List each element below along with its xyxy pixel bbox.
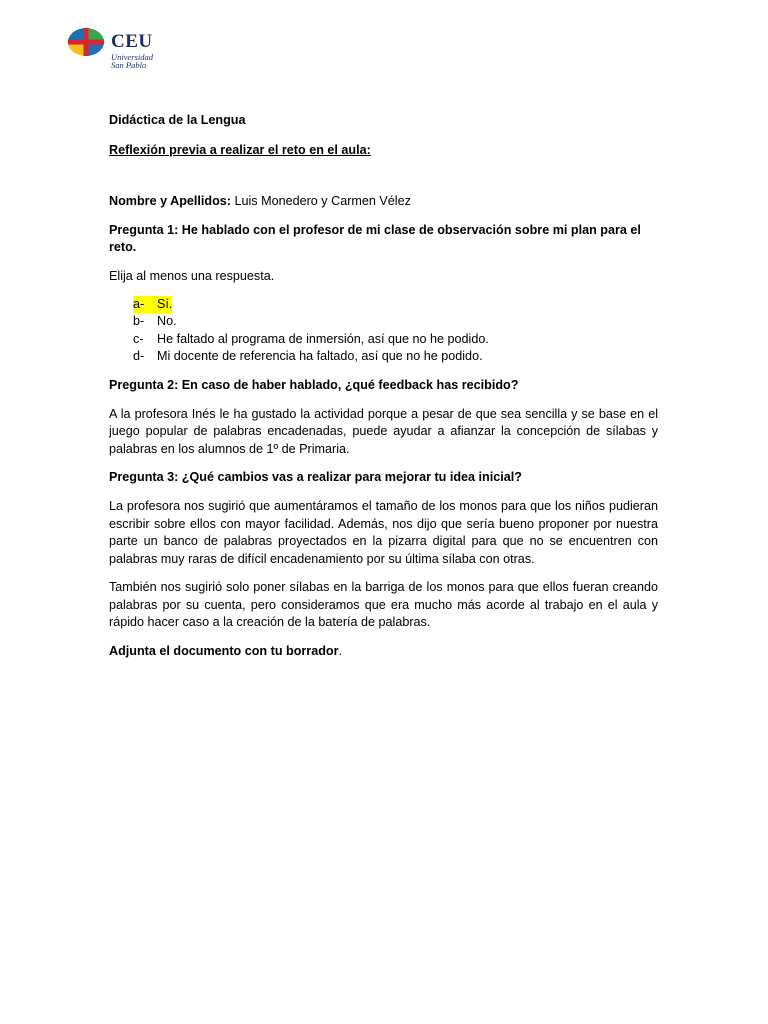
ceu-logo bbox=[67, 27, 187, 72]
list-item bbox=[133, 296, 658, 314]
list-item bbox=[133, 348, 658, 366]
closing-period: . bbox=[338, 644, 342, 659]
option-text: He faltado al programa de inmersión, así que no he podido. bbox=[157, 331, 489, 346]
logo-subtitle-2: San Pablo bbox=[111, 60, 147, 70]
option-marker: a- bbox=[133, 296, 145, 311]
ceu-emblem-icon bbox=[67, 27, 105, 57]
name-label: Nombre y Apellidos: bbox=[109, 194, 231, 209]
name-value: Luis Monedero y Carmen Vélez bbox=[231, 194, 411, 209]
question-2: Pregunta 2: En caso de haber hablado, ¿qué feedback has recibido? bbox=[109, 377, 519, 392]
question-1: Pregunta 1: He hablado con el profesor de mi clase de observación sobre mi plan para el reto. bbox=[109, 222, 641, 255]
question-3: Pregunta 3: ¿Qué cambios vas a realizar para mejorar tu idea inicial? bbox=[109, 470, 522, 485]
option-marker: b- bbox=[133, 314, 145, 329]
document-body bbox=[109, 112, 658, 661]
answer-3-paragraph-1: La profesora nos sugirió que aumentáramos el tamaño de los monos para que los niños pudieran escribir sobre ellos con mayor facilidad. Además, nos dijo que sería bueno proponer por nuestra parte un banco de palabras proyectados en la pizarra digital para que no se encuentren con palabras muy raras de difícil encadenamiento por su última sílaba con otras. bbox=[109, 498, 658, 566]
option-text: No. bbox=[157, 314, 177, 329]
answer-2: A la profesora Inés le ha gustado la actividad porque a pesar de que sea sencilla y se base en el juego popular de palabras encadenadas, puede ayudar a afianzar la concepción de sílabas y palabras en los alumnos de 1º de Primaria. bbox=[109, 406, 658, 456]
answer-options bbox=[133, 296, 658, 366]
option-marker: c- bbox=[133, 331, 144, 346]
answer-3-paragraph-2: También nos sugirió solo poner sílabas en la barriga de los monos para que ellos fueran creando palabras por su cuenta, pero consideramos que era mucho más acorde al trabajo en el aula y rápido hacer caso a la creación de la batería de palabras. bbox=[109, 580, 658, 630]
section-title: Reflexión previa a realizar el reto en el aula: bbox=[109, 142, 371, 157]
list-item bbox=[133, 313, 658, 331]
closing-text: Adjunta el documento con tu borrador bbox=[109, 644, 339, 659]
logo-subtitle-1: Universidad bbox=[111, 52, 154, 62]
instruction-text: Elija al menos una respuesta. bbox=[109, 268, 275, 283]
list-item bbox=[133, 331, 658, 349]
course-title: Didáctica de la Lengua bbox=[109, 113, 246, 127]
logo-wordmark: CEU bbox=[111, 31, 153, 52]
name-line bbox=[109, 193, 658, 211]
closing-line bbox=[109, 643, 658, 661]
option-marker: d- bbox=[133, 349, 145, 364]
option-text: Sí. bbox=[157, 296, 173, 311]
option-text: Mi docente de referencia ha faltado, así que no he podido. bbox=[157, 349, 483, 364]
